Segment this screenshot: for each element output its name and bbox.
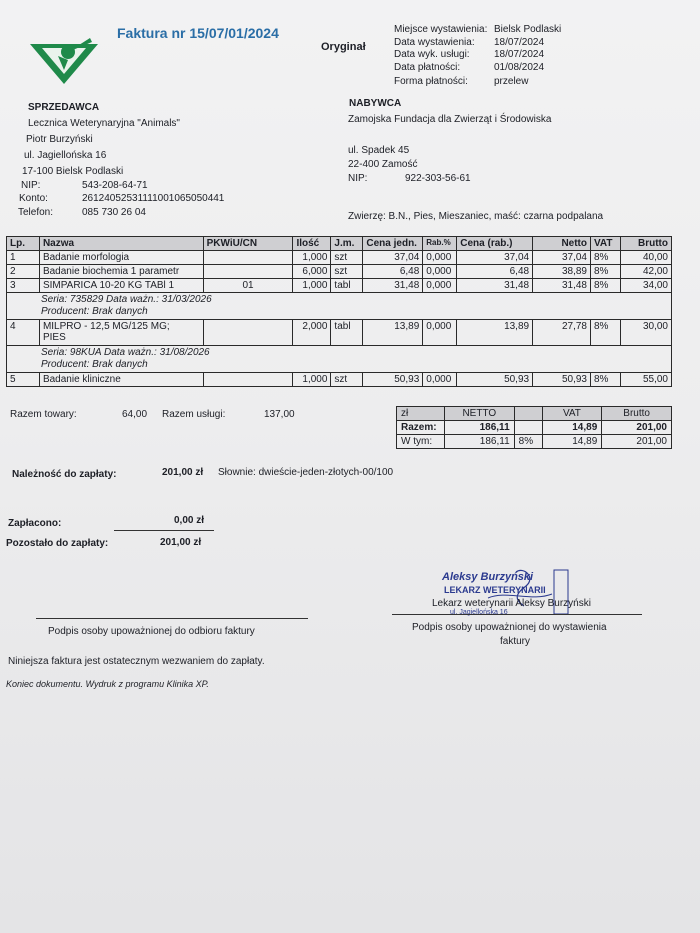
- paid-label: Zapłacono:: [8, 518, 62, 529]
- goods-total: 64,00: [122, 409, 148, 420]
- producer-info: Producent: Brak danych: [41, 306, 148, 317]
- seller-phone: 085 730 26 04: [82, 207, 146, 218]
- meta-issue-date: Data wystawienia: 18/07/2024: [394, 37, 545, 48]
- seller-nip: 543-208-64-71: [82, 180, 148, 191]
- invoice-title: Faktura nr 15/07/01/2024: [117, 25, 279, 41]
- table-row: 3 SIMPARICA 10-20 KG TABl 1 01 1,000 tabl 31,48 0,000 31,48 31,48 8% 34,00: [7, 279, 672, 293]
- buyer-street: ul. Spadek 45: [348, 145, 410, 156]
- issuer-name: Lekarz weterynarii Aleksy Burzyński: [432, 598, 591, 609]
- receiver-signature-line: [36, 618, 308, 619]
- seller-heading: SPRZEDAWCA: [28, 102, 100, 113]
- seller-owner: Piotr Burzyński: [26, 134, 93, 145]
- remaining-amount: 201,00 zł: [160, 537, 202, 548]
- table-row: 1 Badanie morfologia 1,000 szt 37,04 0,000 37,04 37,04 8% 40,00: [7, 251, 672, 265]
- table-header-row: [7, 237, 672, 251]
- issuer-signature-line: [392, 614, 642, 615]
- col-discount: Rab.%: [423, 237, 457, 251]
- col-gross: Brutto: [620, 237, 671, 251]
- vat-summary-table: [396, 406, 672, 449]
- col-name: Nazwa: [39, 237, 203, 251]
- seller-account-label: Konto:: [19, 193, 48, 204]
- meta-service-date: Data wyk. usługi: 18/07/2024: [394, 49, 545, 60]
- col-qty: Ilość: [293, 237, 331, 251]
- issuer-signature-caption: Podpis osoby upoważnionej do wystawienia: [412, 622, 607, 633]
- seller-phone-label: Telefon:: [18, 207, 54, 218]
- col-lp: Lp.: [7, 237, 40, 251]
- col-price-disc: Cena (rab.): [457, 237, 533, 251]
- amount-due: 201,00 zł: [162, 467, 204, 478]
- final-notice: Niniejsza faktura jest ostatecznym wezwaniem do zapłaty.: [8, 656, 265, 667]
- col-pkwiu: PKWiU/CN: [203, 237, 293, 251]
- summary-total-row: Razem: 186,11 14,89 201,00: [397, 421, 672, 435]
- batch-info: Seria: 735829 Data ważn.: 31/03/2026: [41, 294, 212, 305]
- issuer-signature-caption-2: faktury: [500, 636, 531, 647]
- meta-place: Miejsce wystawienia: Bielsk Podlaski: [394, 24, 562, 35]
- buyer-name: Zamojska Fundacja dla Zwierząt i Środowiska: [348, 114, 552, 125]
- col-price: Cena jedn.: [363, 237, 423, 251]
- services-total-label: Razem usługi:: [162, 409, 226, 420]
- stamp-address: ul. Jagiellońska 16: [450, 609, 508, 616]
- col-vat: VAT: [591, 237, 621, 251]
- table-row: 2 Badanie biochemia 1 parametr 6,000 szt 6,48 0,000 6,48 38,89 8% 42,00: [7, 265, 672, 279]
- amount-in-words: Słownie: dwieście-jeden-złotych-00/100: [218, 467, 394, 478]
- table-row: 5 Badanie kliniczne 1,000 szt 50,93 0,000 50,93 50,93 8% 55,00: [7, 373, 672, 387]
- animal-info: Zwierzę: B.N., Pies, Mieszaniec, maść: czarna podpalana: [348, 211, 604, 222]
- items-table: [6, 236, 672, 387]
- buyer-nip-label: NIP:: [348, 173, 368, 184]
- stamp-name: Aleksy Burzyński: [442, 571, 534, 583]
- producer-info: Producent: Brak danych: [41, 359, 148, 370]
- amount-due-label: Należność do zapłaty:: [12, 469, 117, 480]
- goods-total-label: Razem towary:: [10, 409, 77, 420]
- paid-amount: 0,00 zł: [174, 515, 205, 526]
- buyer-heading: NABYWCA: [349, 98, 402, 109]
- buyer-city: 22-400 Zamość: [348, 159, 418, 170]
- remaining-label: Pozostało do zapłaty:: [6, 538, 109, 549]
- table-row: 4 MILPRO - 12,5 MG/125 MG; PIES 2,000 tabl 13,89 0,000 13,89 27,78 8% 30,00: [7, 320, 672, 346]
- clinic-logo: [28, 30, 100, 86]
- seller-account: 26124052531111001065050441: [82, 193, 225, 204]
- seller-street: ul. Jagiellońska 16: [24, 150, 107, 161]
- buyer-nip: 922-303-56-61: [405, 173, 471, 184]
- paid-underline: [114, 530, 214, 531]
- stamp-role: LEKARZ WETERYNARII: [444, 585, 546, 595]
- col-net: Netto: [533, 237, 591, 251]
- summary-header-row: zł NETTO VAT Brutto: [397, 407, 672, 421]
- seller-city: 17-100 Bielsk Podlaski: [22, 166, 124, 177]
- document-end: Koniec dokumentu. Wydruk z programu Klinika XP.: [6, 679, 209, 689]
- meta-payment-form: Forma płatności: przelew: [394, 76, 529, 87]
- table-row-details: [7, 293, 672, 320]
- table-row-details: [7, 346, 672, 373]
- original-label: Oryginał: [321, 41, 366, 53]
- meta-payment-date: Data płatności: 01/08/2024: [394, 62, 545, 73]
- col-unit: J.m.: [331, 237, 363, 251]
- batch-info: Seria: 98KUA Data ważn.: 31/08/2026: [41, 347, 210, 358]
- summary-rate-row: W tym: 186,11 8% 14,89 201,00: [397, 435, 672, 449]
- receiver-signature-caption: Podpis osoby upoważnionej do odbioru faktury: [48, 626, 255, 637]
- seller-nip-label: NIP:: [21, 180, 41, 191]
- services-total: 137,00: [264, 409, 295, 420]
- seller-name: Lecznica Weterynaryjna "Animals": [28, 118, 180, 129]
